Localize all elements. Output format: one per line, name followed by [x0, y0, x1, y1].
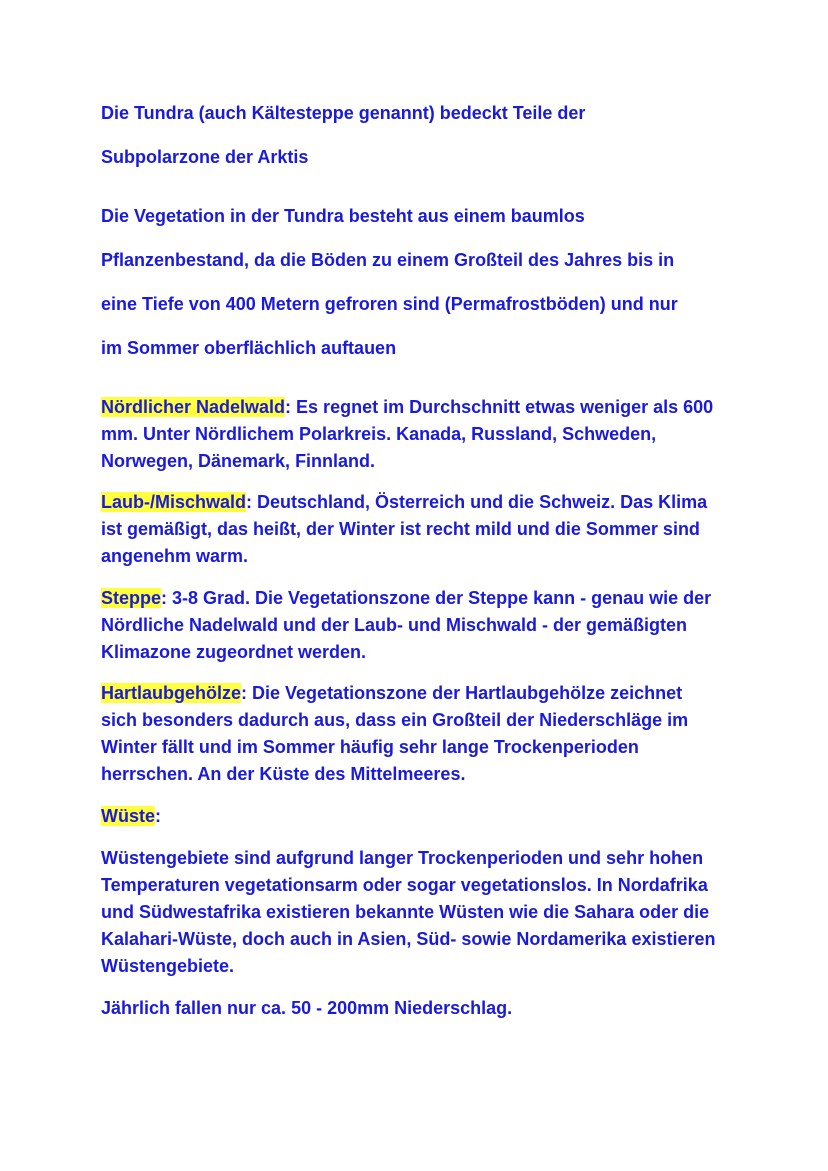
- vegetation-line-1: Die Vegetation in der Tundra besteht aus einem baumlos: [101, 206, 585, 226]
- text-hartlaub: : Die Vegetationszone der Hartlaubgehölze zeichnet sich besonders dadurch aus, dass ein Großteil der Niederschläge im Winter fällt und im Sommer häufig sehr lange Trockenperioden herrschen. An der Küste des Mittelmeeres.: [101, 683, 689, 784]
- wueste-description: Wüstengebiete sind aufgrund langer Trockenperioden und sehr hohen Temperaturen vegetationsarm oder sogar vegetationslos. In Nordafrika und Südwestafrika existieren bekannte Wüsten wie die Sahara oder die Kalahari-Wüste, doch auch in Asien, Süd- sowie Nordamerika existieren Wüstengebiete.: [101, 848, 716, 976]
- term-nadelwald: Nördlicher Nadelwald: [101, 397, 286, 417]
- vegetation-line-3: eine Tiefe von 400 Metern gefroren sind (Permafrostböden) und nur: [101, 294, 678, 314]
- term-steppe: Steppe: [101, 588, 162, 608]
- term-hartlaub: Hartlaubgehölze: [101, 683, 242, 703]
- text-steppe: : 3-8 Grad. Die Vegetationszone der Steppe kann - genau wie der Nördliche Nadelwald und der Laub- und Mischwald - der gemäßigten Klimazone zugeordnet werden.: [101, 588, 712, 662]
- section-nadelwald: [101, 394, 729, 475]
- vegetation-paragraph: [101, 194, 741, 370]
- section-wueste: [101, 803, 741, 830]
- intro-paragraph: [101, 91, 741, 179]
- vegetation-line-2: Pflanzenbestand, da die Böden zu einem Großteil des Jahres bis in: [101, 250, 675, 270]
- section-mischwald: [101, 489, 729, 570]
- section-steppe: [101, 585, 741, 666]
- text-mischwald: : Deutschland, Österreich und die Schweiz. Das Klima ist gemäßigt, das heißt, der Winter ist recht mild und die Sommer sind angenehm warm.: [101, 492, 708, 566]
- vegetation-line-4: im Sommer oberflächlich auftauen: [101, 338, 397, 358]
- intro-line-1: Die Tundra (auch Kältesteppe genannt) bedeckt Teile der: [101, 103, 586, 123]
- text-nadelwald: : Es regnet im Durchschnitt etwas weniger als 600 mm. Unter Nördlichem Polarkreis. Kanada, Russland, Schweden, Norwegen, Dänemark, Finnland.: [101, 397, 714, 471]
- term-mischwald: Laub-/Mischwald: [101, 492, 247, 512]
- section-hartlaub: [101, 680, 701, 788]
- intro-line-2: Subpolarzone der Arktis: [101, 147, 309, 167]
- term-wueste: Wüste: [101, 806, 155, 826]
- text-wueste: :: [155, 806, 161, 826]
- wueste-rainfall: Jährlich fallen nur ca. 50 - 200mm Niederschlag.: [101, 998, 513, 1018]
